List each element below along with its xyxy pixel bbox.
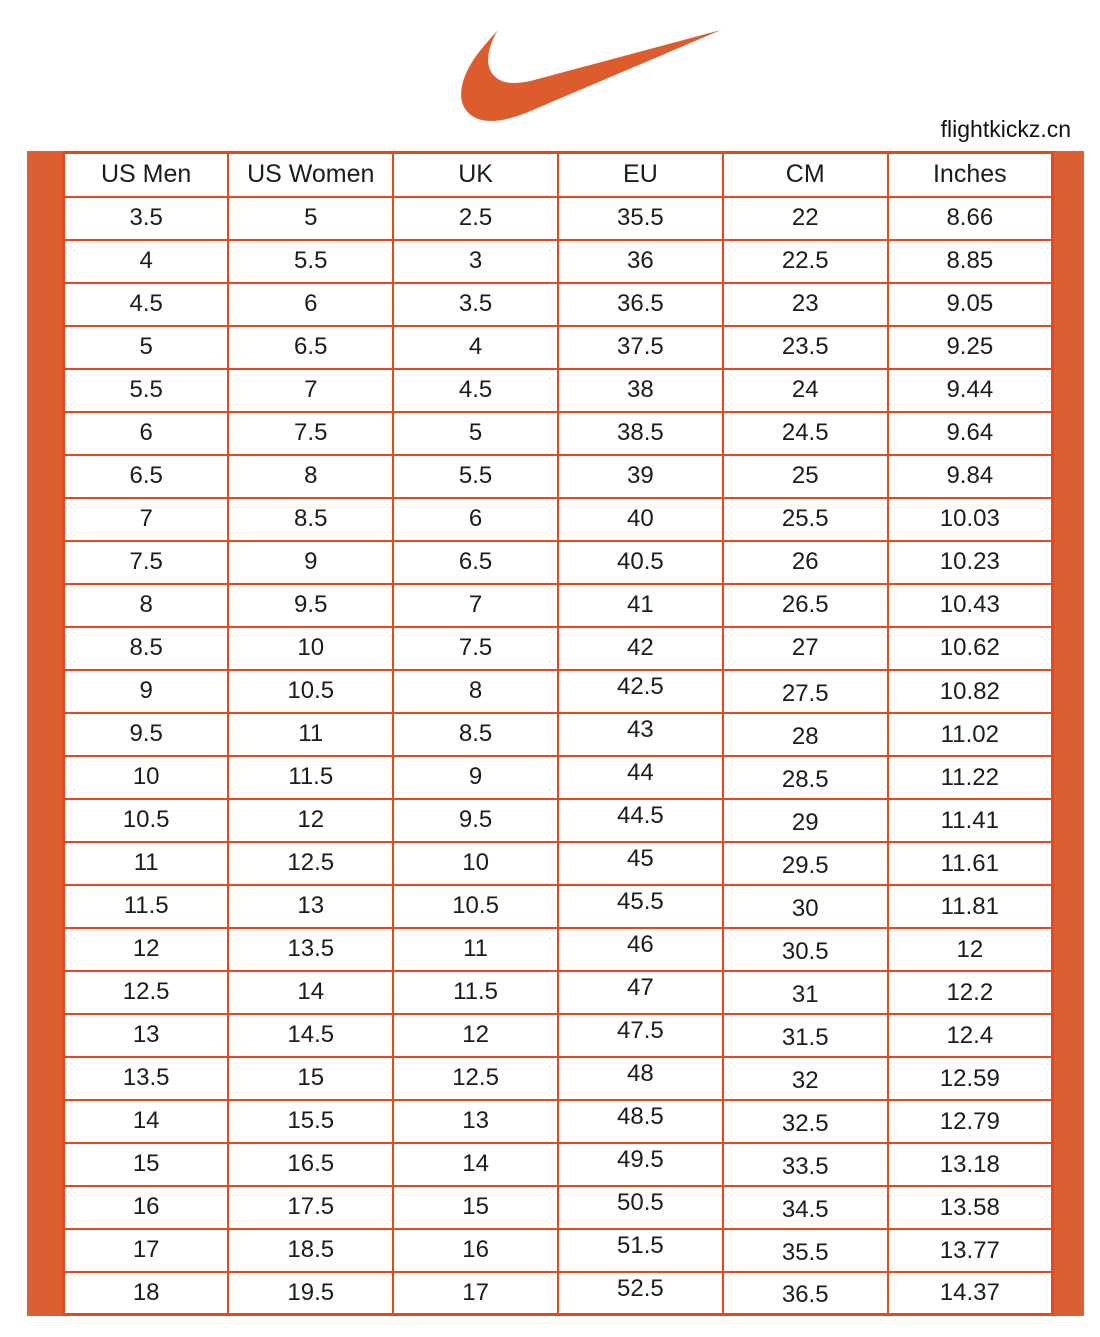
table-cell: 42 — [558, 627, 723, 670]
table-cell: 5.5 — [393, 455, 558, 498]
table-cell: 11.81 — [888, 885, 1053, 928]
table-cell: 11.41 — [888, 799, 1053, 842]
column-header: EU — [558, 153, 723, 197]
table-cell: 17.5 — [228, 1186, 393, 1229]
table-cell: 3.5 — [64, 197, 229, 240]
table-row — [64, 197, 1053, 240]
table-cell: 22.5 — [723, 240, 888, 283]
table-cell: 15.5 — [228, 1100, 393, 1143]
table-cell: 24.5 — [723, 412, 888, 455]
table-cell: 10.5 — [228, 670, 393, 713]
table-row — [64, 455, 1053, 498]
table-cell: 30.5 — [723, 928, 888, 971]
table-cell: 9.64 — [888, 412, 1053, 455]
table-cell: 13.77 — [888, 1229, 1053, 1272]
table-cell: 47 — [558, 971, 723, 1014]
table-cell: 6.5 — [64, 455, 229, 498]
table-cell: 11.22 — [888, 756, 1053, 799]
table-cell: 14 — [64, 1100, 229, 1143]
table-row — [64, 627, 1053, 670]
table-header — [64, 153, 1053, 197]
table-cell: 32 — [723, 1057, 888, 1100]
table-cell: 16 — [393, 1229, 558, 1272]
table-cell: 13 — [64, 1014, 229, 1057]
table-cell: 50.5 — [558, 1186, 723, 1229]
table-cell: 27 — [723, 627, 888, 670]
table-cell: 10 — [64, 756, 229, 799]
table-cell: 13 — [228, 885, 393, 928]
table-cell: 15 — [393, 1186, 558, 1229]
table-cell: 28.5 — [723, 756, 888, 799]
table-cell: 6 — [64, 412, 229, 455]
table-cell: 6 — [393, 498, 558, 541]
table-cell: 14.5 — [228, 1014, 393, 1057]
table-row — [64, 713, 1053, 756]
table-cell: 14 — [393, 1143, 558, 1186]
table-row — [64, 928, 1053, 971]
column-header: US Men — [64, 153, 229, 197]
table-cell: 29.5 — [723, 842, 888, 885]
table-cell: 26 — [723, 541, 888, 584]
table-cell: 10.5 — [64, 799, 229, 842]
table-cell: 41 — [558, 584, 723, 627]
table-cell: 2.5 — [393, 197, 558, 240]
table-cell: 8 — [64, 584, 229, 627]
table-cell: 13.58 — [888, 1186, 1053, 1229]
table-cell: 52.5 — [558, 1272, 723, 1315]
column-header: Inches — [888, 153, 1053, 197]
table-cell: 12.2 — [888, 971, 1053, 1014]
table-cell: 4.5 — [64, 283, 229, 326]
table-cell: 9 — [393, 756, 558, 799]
table-cell: 12 — [888, 928, 1053, 971]
table-cell: 9.84 — [888, 455, 1053, 498]
table-cell: 9 — [64, 670, 229, 713]
table-cell: 12.5 — [228, 842, 393, 885]
table-cell: 36 — [558, 240, 723, 283]
table-cell: 11 — [393, 928, 558, 971]
table-cell: 27.5 — [723, 670, 888, 713]
table-row — [64, 1186, 1053, 1229]
table-cell: 9 — [228, 541, 393, 584]
table-row — [64, 498, 1053, 541]
table-cell: 25.5 — [723, 498, 888, 541]
table-cell: 8.66 — [888, 197, 1053, 240]
table-cell: 19.5 — [228, 1272, 393, 1315]
table-cell: 17 — [64, 1229, 229, 1272]
table-cell: 13.5 — [228, 928, 393, 971]
table-row — [64, 412, 1053, 455]
table-cell: 40 — [558, 498, 723, 541]
table-cell: 31 — [723, 971, 888, 1014]
table-row — [64, 756, 1053, 799]
table-cell: 43 — [558, 713, 723, 756]
watermark-text: flightkickz.cn — [940, 116, 1071, 142]
table-row — [64, 1057, 1053, 1100]
table-cell: 17 — [393, 1272, 558, 1315]
table-row — [64, 326, 1053, 369]
table-cell: 29 — [723, 799, 888, 842]
table-cell: 14 — [228, 971, 393, 1014]
table-cell: 8 — [393, 670, 558, 713]
table-cell: 11.02 — [888, 713, 1053, 756]
table-cell: 11.5 — [64, 885, 229, 928]
table-row — [64, 1229, 1053, 1272]
column-header: UK — [393, 153, 558, 197]
table-cell: 16.5 — [228, 1143, 393, 1186]
size-chart — [27, 151, 1084, 1316]
table-cell: 4 — [393, 326, 558, 369]
table-cell: 10 — [228, 627, 393, 670]
nike-swoosh-icon — [456, 30, 726, 122]
table-cell: 12 — [228, 799, 393, 842]
table-cell: 4.5 — [393, 369, 558, 412]
table-cell: 9.05 — [888, 283, 1053, 326]
table-cell: 25 — [723, 455, 888, 498]
table-cell: 5.5 — [64, 369, 229, 412]
table-cell: 12.79 — [888, 1100, 1053, 1143]
table-cell: 11.5 — [228, 756, 393, 799]
table-cell: 23 — [723, 283, 888, 326]
table-cell: 7.5 — [228, 412, 393, 455]
table-cell: 12.4 — [888, 1014, 1053, 1057]
table-cell: 10 — [393, 842, 558, 885]
table-cell: 7 — [64, 498, 229, 541]
table-cell: 8.5 — [64, 627, 229, 670]
table-cell: 36.5 — [558, 283, 723, 326]
table-cell: 5.5 — [228, 240, 393, 283]
table-cell: 26.5 — [723, 584, 888, 627]
size-chart-table — [62, 151, 1054, 1316]
table-cell: 35.5 — [558, 197, 723, 240]
table-cell: 33.5 — [723, 1143, 888, 1186]
table-cell: 12.59 — [888, 1057, 1053, 1100]
table-cell: 45 — [558, 842, 723, 885]
table-cell: 4 — [64, 240, 229, 283]
table-cell: 3 — [393, 240, 558, 283]
table-cell: 10.03 — [888, 498, 1053, 541]
table-row — [64, 283, 1053, 326]
table-cell: 31.5 — [723, 1014, 888, 1057]
table-row — [64, 1100, 1053, 1143]
table-cell: 15 — [64, 1143, 229, 1186]
table-row — [64, 885, 1053, 928]
table-cell: 38.5 — [558, 412, 723, 455]
header-row — [64, 153, 1053, 197]
table-cell: 24 — [723, 369, 888, 412]
table-cell: 10.43 — [888, 584, 1053, 627]
table-row — [64, 369, 1053, 412]
table-cell: 13.18 — [888, 1143, 1053, 1186]
table-cell: 11 — [64, 842, 229, 885]
table-cell: 8.85 — [888, 240, 1053, 283]
table-cell: 18 — [64, 1272, 229, 1315]
table-cell: 34.5 — [723, 1186, 888, 1229]
table-cell: 7.5 — [64, 541, 229, 584]
table-cell: 11.61 — [888, 842, 1053, 885]
table-cell: 35.5 — [723, 1229, 888, 1272]
table-cell: 51.5 — [558, 1229, 723, 1272]
table-cell: 5 — [228, 197, 393, 240]
table-cell: 40.5 — [558, 541, 723, 584]
table-cell: 8 — [228, 455, 393, 498]
table-cell: 9.44 — [888, 369, 1053, 412]
table-cell: 13 — [393, 1100, 558, 1143]
table-cell: 30 — [723, 885, 888, 928]
table-cell: 23.5 — [723, 326, 888, 369]
table-cell: 10.5 — [393, 885, 558, 928]
table-cell: 10.82 — [888, 670, 1053, 713]
table-cell: 8.5 — [228, 498, 393, 541]
table-row — [64, 799, 1053, 842]
table-row — [64, 971, 1053, 1014]
table-row — [64, 584, 1053, 627]
table-cell: 47.5 — [558, 1014, 723, 1057]
table-row — [64, 842, 1053, 885]
table-cell: 36.5 — [723, 1272, 888, 1315]
table-row — [64, 541, 1053, 584]
table-cell: 10.62 — [888, 627, 1053, 670]
table-cell: 28 — [723, 713, 888, 756]
table-row — [64, 1272, 1053, 1315]
right-accent-bar — [1054, 151, 1084, 1316]
column-header: US Women — [228, 153, 393, 197]
table-cell: 39 — [558, 455, 723, 498]
table-row — [64, 240, 1053, 283]
table-cell: 49.5 — [558, 1143, 723, 1186]
table-cell: 11 — [228, 713, 393, 756]
table-cell: 15 — [228, 1057, 393, 1100]
left-accent-bar — [27, 151, 62, 1316]
table-cell: 44 — [558, 756, 723, 799]
table-cell: 12.5 — [393, 1057, 558, 1100]
table-cell: 7 — [393, 584, 558, 627]
table-cell: 12 — [393, 1014, 558, 1057]
table-cell: 9.5 — [64, 713, 229, 756]
table-cell: 9.25 — [888, 326, 1053, 369]
table-cell: 9.5 — [228, 584, 393, 627]
table-cell: 7 — [228, 369, 393, 412]
table-cell: 7.5 — [393, 627, 558, 670]
table-body — [64, 197, 1053, 1315]
column-header: CM — [723, 153, 888, 197]
table-cell: 10.23 — [888, 541, 1053, 584]
table-cell: 44.5 — [558, 799, 723, 842]
table-cell: 6.5 — [393, 541, 558, 584]
table-cell: 6 — [228, 283, 393, 326]
table-cell: 5 — [64, 326, 229, 369]
table-row — [64, 1014, 1053, 1057]
table-cell: 48.5 — [558, 1100, 723, 1143]
table-cell: 14.37 — [888, 1272, 1053, 1315]
table-cell: 13.5 — [64, 1057, 229, 1100]
table-cell: 8.5 — [393, 713, 558, 756]
table-cell: 48 — [558, 1057, 723, 1100]
table-cell: 12 — [64, 928, 229, 971]
table-cell: 16 — [64, 1186, 229, 1229]
table-row — [64, 670, 1053, 713]
table-cell: 11.5 — [393, 971, 558, 1014]
table-cell: 42.5 — [558, 670, 723, 713]
table-cell: 9.5 — [393, 799, 558, 842]
table-cell: 22 — [723, 197, 888, 240]
table-cell: 18.5 — [228, 1229, 393, 1272]
table-cell: 37.5 — [558, 326, 723, 369]
table-cell: 45.5 — [558, 885, 723, 928]
table-cell: 5 — [393, 412, 558, 455]
table-cell: 38 — [558, 369, 723, 412]
table-cell: 3.5 — [393, 283, 558, 326]
table-cell: 46 — [558, 928, 723, 971]
table-cell: 12.5 — [64, 971, 229, 1014]
table-cell: 32.5 — [723, 1100, 888, 1143]
table-row — [64, 1143, 1053, 1186]
table-cell: 6.5 — [228, 326, 393, 369]
